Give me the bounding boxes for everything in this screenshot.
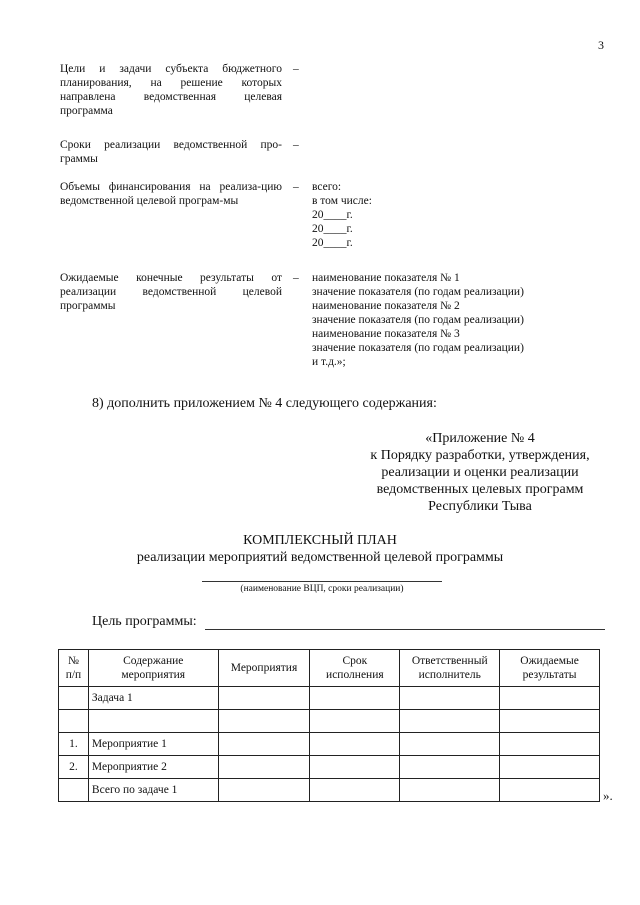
table-cell: Мероприятие 2 xyxy=(88,756,218,779)
table-row xyxy=(59,710,600,733)
clause-text: 8) дополнить приложением № 4 следующего содержания: xyxy=(92,396,437,411)
appendix-line: «Приложение № 4 xyxy=(425,431,535,446)
plan-subtitle: реализации мероприятий ведомственной целевой программы xyxy=(136,550,504,565)
passport-value: наименование показателя № 2 xyxy=(312,300,460,312)
table-cell xyxy=(500,687,600,710)
table-cell xyxy=(310,687,400,710)
passport-dash: – xyxy=(293,63,299,75)
goal-line xyxy=(205,629,605,630)
table-cell xyxy=(218,779,310,802)
table-cell xyxy=(400,733,500,756)
table-cell: Всего по задаче 1 xyxy=(88,779,218,802)
plan-table xyxy=(58,649,600,802)
table-cell xyxy=(500,733,600,756)
appendix-header xyxy=(350,430,610,515)
table-cell xyxy=(400,779,500,802)
passport-value: значение показателя (по годам реализации) xyxy=(312,286,524,298)
table-cell xyxy=(400,687,500,710)
header-deadline: Срок исполнения xyxy=(310,650,400,687)
table-cell xyxy=(310,756,400,779)
passport-value: 20____г. xyxy=(312,209,353,221)
table-cell xyxy=(218,710,310,733)
table-cell xyxy=(59,710,89,733)
table-cell xyxy=(400,710,500,733)
table-cell xyxy=(310,710,400,733)
table-cell xyxy=(500,779,600,802)
passport-value: наименование показателя № 3 xyxy=(312,328,460,340)
table-cell xyxy=(218,687,310,710)
table-row xyxy=(59,733,600,756)
appendix-line: Республики Тыва xyxy=(428,499,532,514)
passport-dash: – xyxy=(293,272,299,284)
table-header-row xyxy=(59,650,600,687)
table-cell xyxy=(400,756,500,779)
passport-values xyxy=(312,180,572,250)
passport-value: в том числе: xyxy=(312,195,372,207)
table-cell xyxy=(59,687,89,710)
closing-quote: ». xyxy=(603,788,613,803)
table-cell: Задача 1 xyxy=(88,687,218,710)
header-responsible: Ответственный исполнитель xyxy=(400,650,500,687)
passport-dash: – xyxy=(293,181,299,193)
table-cell: 1. xyxy=(59,733,89,756)
passport-value: значение показателя (по годам реализации) xyxy=(312,342,524,354)
passport-label: Сроки реализации ведомственной про-граммы xyxy=(60,139,282,165)
header-expected-results: Ожидаемые результаты xyxy=(500,650,600,687)
page-number: 3 xyxy=(598,38,604,52)
header-content: Содержание мероприятия xyxy=(88,650,218,687)
table-row xyxy=(59,779,600,802)
table-cell xyxy=(310,779,400,802)
passport-value: 20____г. xyxy=(312,237,353,249)
passport-label: Цели и задачи субъекта бюджетного планирования, на решение которых направлена ведомственная целевая программа xyxy=(60,63,282,117)
passport-value: значение показателя (по годам реализации) xyxy=(312,314,524,326)
passport-label: Ожидаемые конечные результаты от реализации ведомственной целевой программы xyxy=(60,272,282,312)
passport-value: всего: xyxy=(312,181,342,193)
table-cell: Мероприятие 1 xyxy=(88,733,218,756)
table-cell xyxy=(88,710,218,733)
table-cell xyxy=(218,756,310,779)
appendix-line: ведомственных целевых программ xyxy=(376,482,584,497)
passport-values xyxy=(312,271,572,369)
table-cell xyxy=(59,779,89,802)
table-cell: 2. xyxy=(59,756,89,779)
table-row xyxy=(59,756,600,779)
passport-value: 20____г. xyxy=(312,223,353,235)
table-row xyxy=(59,687,600,710)
table-cell xyxy=(500,756,600,779)
appendix-line: реализации и оценки реализации xyxy=(381,465,579,480)
plan-title: КОМПЛЕКСНЫЙ ПЛАН xyxy=(243,533,397,548)
passport-value: и т.д.»; xyxy=(312,356,346,368)
table-cell xyxy=(500,710,600,733)
appendix-line: к Порядку разработки, утверждения, xyxy=(370,448,590,463)
passport-value: наименование показателя № 1 xyxy=(312,272,460,284)
header-number: № п/п xyxy=(59,650,89,687)
table-cell xyxy=(310,733,400,756)
table-cell xyxy=(218,733,310,756)
program-name-caption: (наименование ВЦП, сроки реализации) xyxy=(240,584,404,594)
goal-label: Цель программы: xyxy=(92,614,197,629)
passport-dash: – xyxy=(293,139,299,151)
header-activities: Мероприятия xyxy=(218,650,310,687)
program-name-line xyxy=(202,581,442,582)
passport-label: Объемы финансирования на реализа-цию ведомственной целевой програм-мы xyxy=(60,181,282,207)
